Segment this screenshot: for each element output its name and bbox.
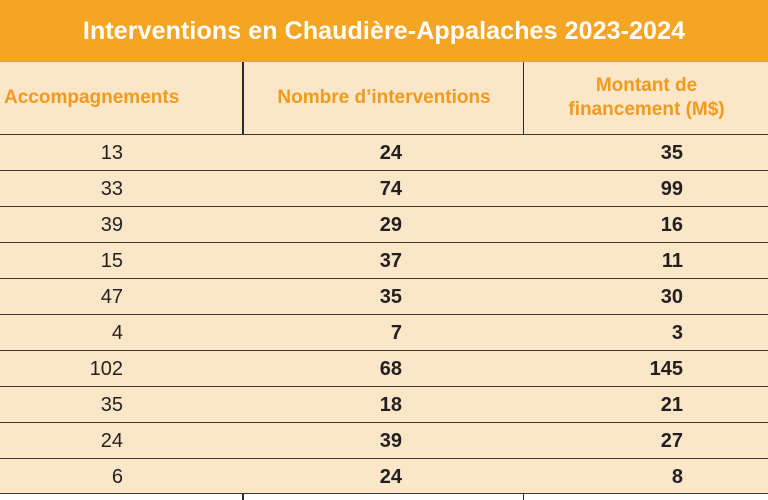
cell-accompagnements: 102 [89,358,123,380]
cell-interventions: 24 [379,142,402,164]
table-title [0,0,768,62]
cell-montant: 99 [660,178,683,200]
table-row [0,314,768,350]
cell-montant: 11 [661,250,683,272]
cell-accompagnements: 24 [100,430,123,452]
cell-interventions: 7 [390,322,402,344]
cell-accompagnements: 35 [100,394,123,416]
table-row [0,278,768,314]
table-title-text: Interventions en Chaudière-Appalaches 2023-2024 [82,16,686,45]
cell-interventions: 74 [379,178,402,200]
cell-interventions: 29 [379,214,402,236]
cell-montant: 8 [671,466,683,488]
cell-accompagnements: 33 [100,178,123,200]
header-interventions: Nombre d’interventions [277,87,491,108]
table-header-row [0,62,768,134]
cell-interventions: 39 [379,430,402,452]
cell-montant: 35 [660,142,683,164]
cell-accompagnements: 15 [100,250,123,272]
cell-montant: 27 [660,430,683,452]
cell-montant: 30 [660,286,683,308]
table-row [0,170,768,206]
cell-interventions: 18 [379,394,402,416]
cell-accompagnements: 39 [100,214,123,236]
cell-interventions: 68 [379,358,402,380]
table-body [0,134,768,494]
cell-accompagnements: 47 [100,286,123,308]
cell-interventions: 37 [379,250,402,272]
cell-montant: 3 [671,322,683,344]
cell-accompagnements: 6 [111,466,123,488]
table-row [0,206,768,242]
cell-montant: 21 [660,394,683,416]
table-row [0,242,768,278]
cell-montant: 16 [660,214,683,236]
table-row [0,134,768,170]
table-row [0,350,768,386]
cell-interventions: 24 [379,466,402,488]
table-row [0,458,768,494]
cell-accompagnements: 13 [100,142,123,164]
table-row [0,422,768,458]
cell-montant: 145 [649,358,683,380]
header-montant: Montant de financement (M$) [568,75,725,120]
header-accompagnements: Accompagnements [4,87,180,108]
cell-accompagnements: 4 [111,322,123,344]
table-row [0,386,768,422]
cell-interventions: 35 [379,286,402,308]
